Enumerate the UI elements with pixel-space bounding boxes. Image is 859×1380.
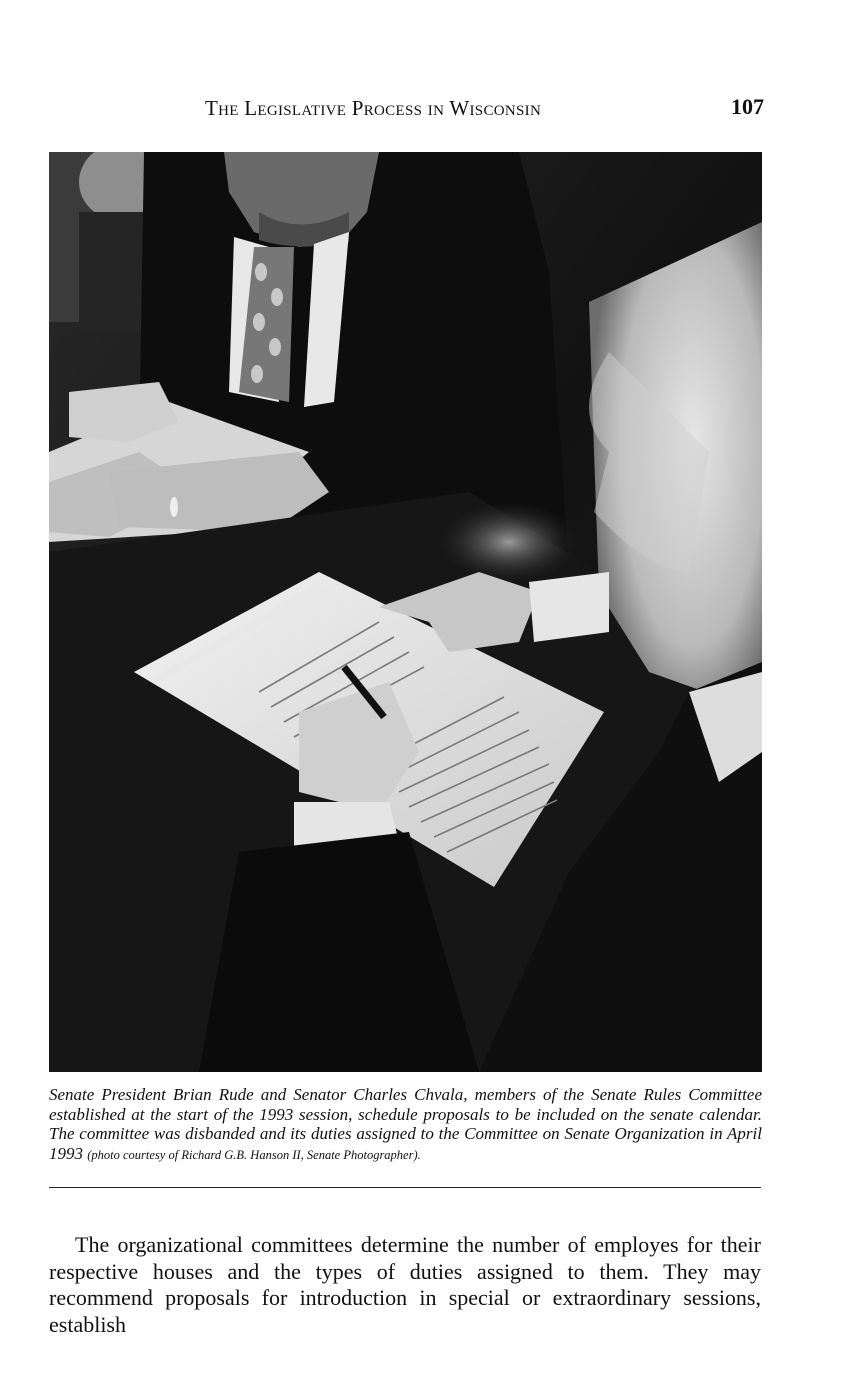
photograph [49,152,762,1072]
running-head [0,94,859,124]
body-paragraph: The organizational committees determine the number of employes for their respective houses and the types of duties assigned to them. They may recommend proposals for introduction in special or extraordinary sessions, establish [49,1232,761,1337]
page-number: 107 [731,94,764,119]
photo-credit: (photo courtesy of Richard G.B. Hanson II, Senate Photographer). [87,1147,421,1162]
caption-text: Senate President Brian Rude and Senator Charles Chvala, members of the Senate Rules Committee established at the start of the 1993 session, schedule proposals to be included on the senate calendar. The committee was disbanded and its duties assigned to the Committee on Senate Organization in April 1993 [49,1085,762,1163]
running-title: The Legislative Process in Wisconsin [205,96,542,120]
photograph-icon [49,152,762,1072]
caption-divider [49,1187,761,1188]
photo-caption [49,1085,762,1165]
